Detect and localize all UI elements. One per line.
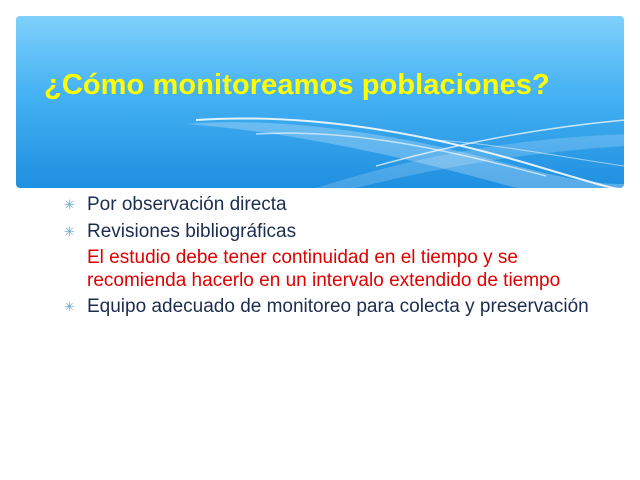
asterisk-bullet-icon: ✳ xyxy=(64,198,75,213)
slide-body xyxy=(64,194,604,323)
bullet-item xyxy=(64,296,604,319)
bullet-item xyxy=(64,221,604,244)
bullet-item xyxy=(64,194,604,217)
slide-title: ¿Cómo monitoreamos poblaciones? xyxy=(44,69,550,101)
bullet-text: Por observación directa xyxy=(87,194,287,215)
bullet-text: Equipo adecuado de monitoreo para colecta y preservación xyxy=(87,296,589,317)
title-banner xyxy=(16,16,624,188)
wave-decoration xyxy=(16,16,624,188)
asterisk-bullet-icon: ✳ xyxy=(64,224,75,240)
asterisk-bullet-icon: ✳ xyxy=(64,300,75,315)
highlighted-note: El estudio debe tener continuidad en el tiempo y se recomienda hacerlo en un intervalo extendido de tiempo xyxy=(87,247,561,291)
bullet-text: Revisiones bibliográficas xyxy=(87,220,297,242)
